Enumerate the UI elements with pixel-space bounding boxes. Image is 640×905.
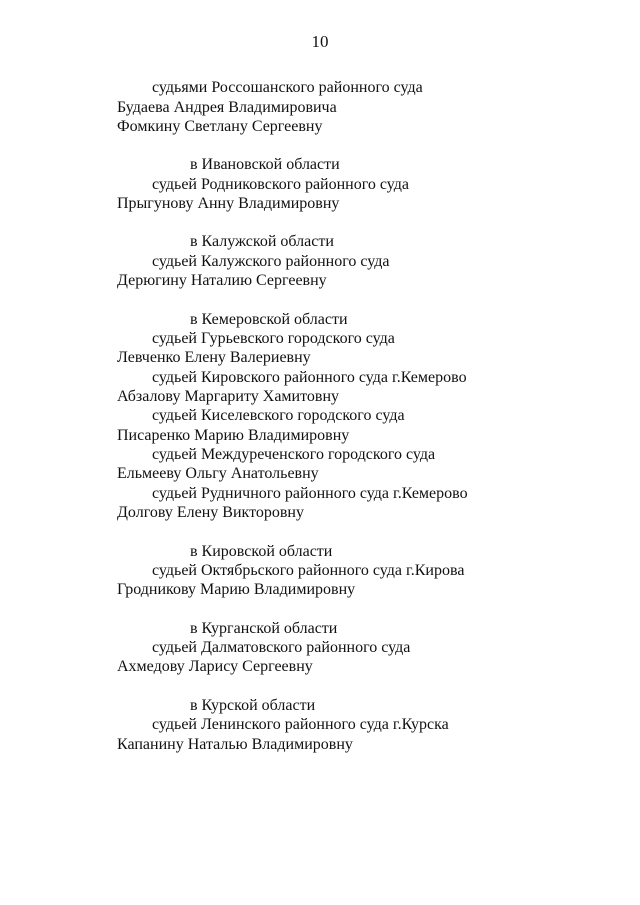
court-line: судьей Ленинского районного суда г.Курска [152, 716, 449, 733]
judge-name: Ахмедову Ларису Сергеевну [117, 658, 313, 675]
judge-name: Долгову Елену Викторовну [117, 504, 304, 521]
court-line: судьей Октябрьского районного суда г.Кирова [152, 562, 465, 579]
court-line: судьей Рудничного районного суда г.Кемерово [152, 485, 468, 502]
region-heading: в Кировской области [190, 543, 333, 560]
court-line: судьей Гурьевского городского суда [152, 330, 395, 347]
judge-name: Абзалову Маргариту Хамитовну [117, 388, 340, 405]
page-number: 10 [311, 32, 329, 51]
judge-name: Фомкину Светлану Сергеевну [117, 118, 323, 135]
court-line: судьей Киселевского городского суда [152, 407, 405, 424]
judge-name: Капанину Наталью Владимировну [117, 736, 353, 753]
court-line: судьей Родниковского районного суда [152, 176, 410, 193]
judge-name: Будаева Андрея Владимировича [117, 99, 337, 116]
region-heading: в Кемеровской области [190, 311, 348, 328]
court-line: судьей Междуреченского городского суда [152, 446, 436, 463]
judge-name: Прыгунову Анну Владимировну [117, 195, 340, 212]
court-line: судьей Калужского районного суда [152, 253, 390, 270]
region-heading: в Калужской области [190, 233, 334, 250]
judge-name: Ельмееву Ольгу Анатольевну [117, 465, 319, 482]
court-line: судьями Россошанского районного суда [152, 79, 423, 96]
court-line: судьей Далматовского районного суда [152, 639, 411, 656]
region-heading: в Ивановской области [190, 156, 340, 173]
judge-name: Гродникову Марию Владимировну [117, 581, 356, 598]
region-heading: в Курганской области [190, 620, 338, 637]
court-line: судьей Кировского районного суда г.Кемерово [152, 369, 467, 386]
judge-name: Писаренко Марию Владимировну [117, 427, 350, 444]
judge-name: Дерюгину Наталию Сергеевну [117, 272, 327, 289]
region-heading: в Курской области [190, 697, 316, 714]
judge-name: Левченко Елену Валериевну [117, 349, 311, 366]
